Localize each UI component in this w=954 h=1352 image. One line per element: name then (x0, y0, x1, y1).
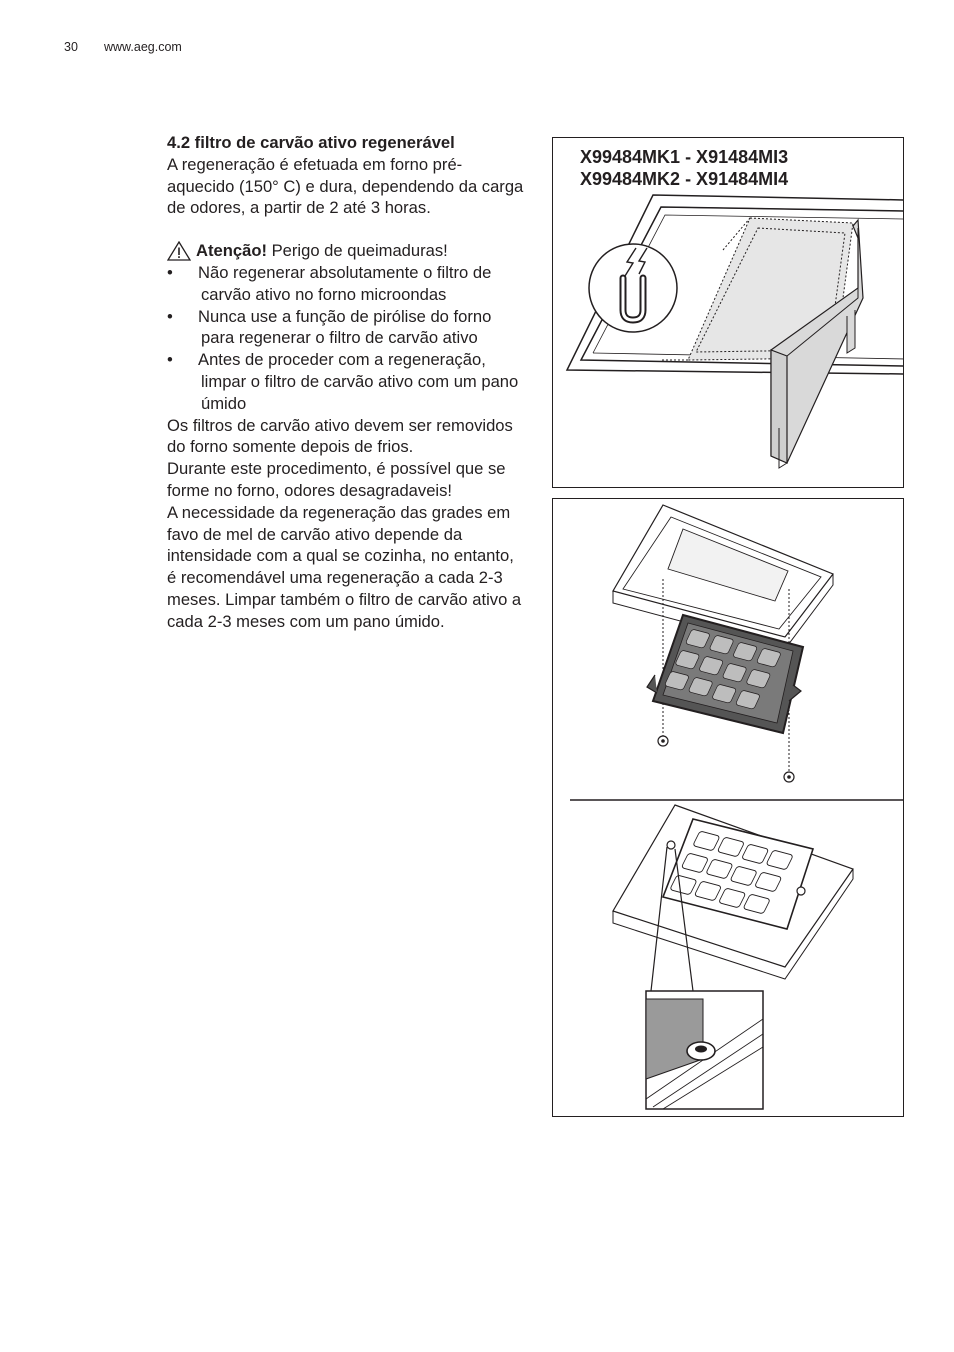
intro-paragraph: A regeneração é efetuada em forno pré-aquecido (150° C) e dura, dependendo da carga de odores, a partir de 2 até 3 horas. (167, 154, 524, 218)
page-number: 30 (64, 40, 78, 54)
paragraph-removal: Os filtros de carvão ativo devem ser removidos do forno somente depois de frios. (167, 415, 513, 457)
filter-mounting-illustration (553, 499, 904, 1117)
list-item: • Antes de proceder com a regeneração, limpar o filtro de carvão ativo com um pano úmido (167, 350, 519, 413)
oven-filter-illustration (553, 138, 904, 488)
figure-oven-regeneration (552, 137, 904, 488)
list-item: • Não regenerar absolutamente o filtro de carvão ativo no forno microondas (167, 262, 492, 304)
model-line-2: X99484MK2 - X91484MI4 (580, 169, 789, 189)
warning-list (167, 262, 527, 415)
figure-filter-mounting (552, 498, 904, 1117)
warning-text: Perigo de queimaduras! (267, 241, 448, 261)
warning-label: Atenção! (196, 241, 267, 261)
warning-icon (167, 241, 191, 261)
website-url: www.aeg.com (104, 40, 182, 54)
model-line-1: X99484MK1 - X91484MI3 (580, 147, 789, 167)
list-item: • Nunca use a função de pirólise do forno para regenerar o filtro de carvão ativo (167, 306, 492, 348)
warning-notice (167, 240, 527, 262)
instructions-column (167, 132, 527, 633)
zoom-detail (646, 991, 763, 1109)
paragraph-odors: Durante este procedimento, é possível que se forme no forno, odores desagradaveis! (167, 459, 506, 500)
paragraph-frequency: A necessidade da regeneração das grades em favo de mel de carvão ativo depende da intensidade com a qual se cozinha, no entanto, é recomendável uma regeneração a cada 2-3 meses. Limpar também o filtro de carvão ativo a cada 2-3 meses com um pano úmido. (167, 502, 522, 631)
section-title: 4.2 filtro de carvão ativo regenerável (167, 133, 455, 152)
model-numbers (580, 146, 788, 190)
page-header (64, 40, 182, 54)
